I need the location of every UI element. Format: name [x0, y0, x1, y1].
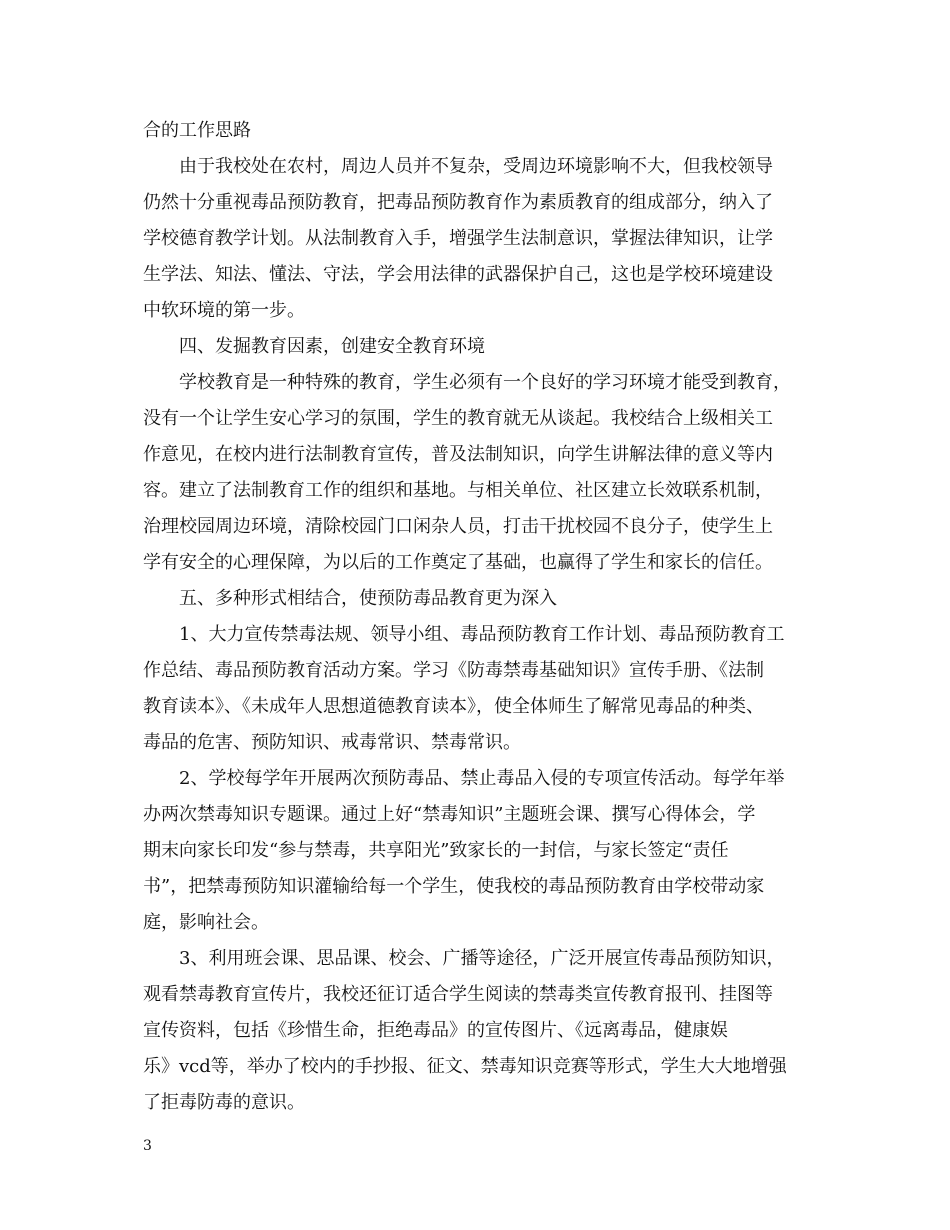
text-line: 仍然十分重视毒品预防教育，把毒品预防教育作为素质教育的组成部分，纳入了 — [143, 192, 773, 213]
text-line: 学校德育教学计划。从法制教育入手，增强学生法制意识，掌握法律知识，让学 — [143, 228, 773, 249]
text-line: 合的工作思路 — [143, 120, 251, 141]
text-line: 毒品的危害、预防知识、戒毒常识、禁毒常识。 — [143, 732, 521, 753]
text-line: 期末向家长印发“参与禁毒，共享阳光”致家长的一封信，与家长签定“责任 — [143, 840, 729, 861]
page-number: 3 — [143, 1138, 152, 1154]
section-heading: 五、多种形式相结合，使预防毒品教育更为深入 — [143, 588, 557, 609]
text-line: 书”，把禁毒预防知识灌输给每一个学生，使我校的毒品预防教育由学校带动家 — [143, 876, 765, 897]
text-line: 庭，影响社会。 — [143, 912, 269, 933]
text-line: 治理校园周边环境，清除校园门口闲杂人员，打击干扰校园不良分子，使学生上 — [143, 516, 773, 537]
text-line: 学校教育是一种特殊的教育，学生必须有一个良好的学习环境才能受到教育， — [143, 372, 791, 393]
text-line: 2、学校每学年开展两次预防毒品、禁止毒品入侵的专项宣传活动。每学年举 — [143, 768, 785, 789]
text-line: 宣传资料，包括《珍惜生命，拒绝毒品》的宣传图片、《远离毒品，健康娱 — [143, 1020, 728, 1041]
text-line: 作总结、毒品预防教育活动方案。学习《防毒禁毒基础知识》宣传手册、《法制 — [143, 660, 764, 681]
text-line: 由于我校处在农村，周边人员并不复杂，受周边环境影响不大，但我校领导 — [143, 156, 773, 177]
text-line: 容。建立了法制教育工作的组织和基地。与相关单位、社区建立长效联系机制， — [143, 480, 773, 501]
text-line: 生学法、知法、懂法、守法，学会用法律的武器保护自己，这也是学校环境建设 — [143, 264, 773, 285]
text-line: 学有安全的心理保障，为以后的工作奠定了基础，也赢得了学生和家长的信任。 — [143, 552, 773, 573]
text-line: 作意见，在校内进行法制教育宣传，普及法制知识，向学生讲解法律的意义等内 — [143, 444, 773, 465]
text-line: 了拒毒防毒的意识。 — [143, 1092, 305, 1113]
text-line: 3、利用班会课、思品课、校会、广播等途径，广泛开展宣传毒品预防知识， — [143, 948, 785, 969]
text-line: 观看禁毒教育宣传片，我校还征订适合学生阅读的禁毒类宣传教育报刊、挂图等 — [143, 984, 773, 1005]
text-line: 没有一个让学生安心学习的氛围，学生的教育就无从谈起。我校结合上级相关工 — [143, 408, 773, 429]
section-heading: 四、发掘教育因素，创建安全教育环境 — [143, 336, 485, 357]
text-line: 1、大力宣传禁毒法规、领导小组、毒品预防教育工作计划、毒品预防教育工 — [143, 624, 785, 645]
text-line: 中软环境的第一步。 — [143, 300, 305, 321]
text-line: 办两次禁毒知识专题课。通过上好“禁毒知识”主题班会课、撰写心得体会，学 — [143, 804, 756, 825]
text-line: 乐》vcd等，举办了校内的手抄报、征文、禁毒知识竞赛等形式，学生大大地增强 — [143, 1056, 787, 1077]
text-line: 教育读本》、《未成年人思想道德教育读本》，使全体师生了解常见毒品的种类、 — [143, 696, 764, 717]
